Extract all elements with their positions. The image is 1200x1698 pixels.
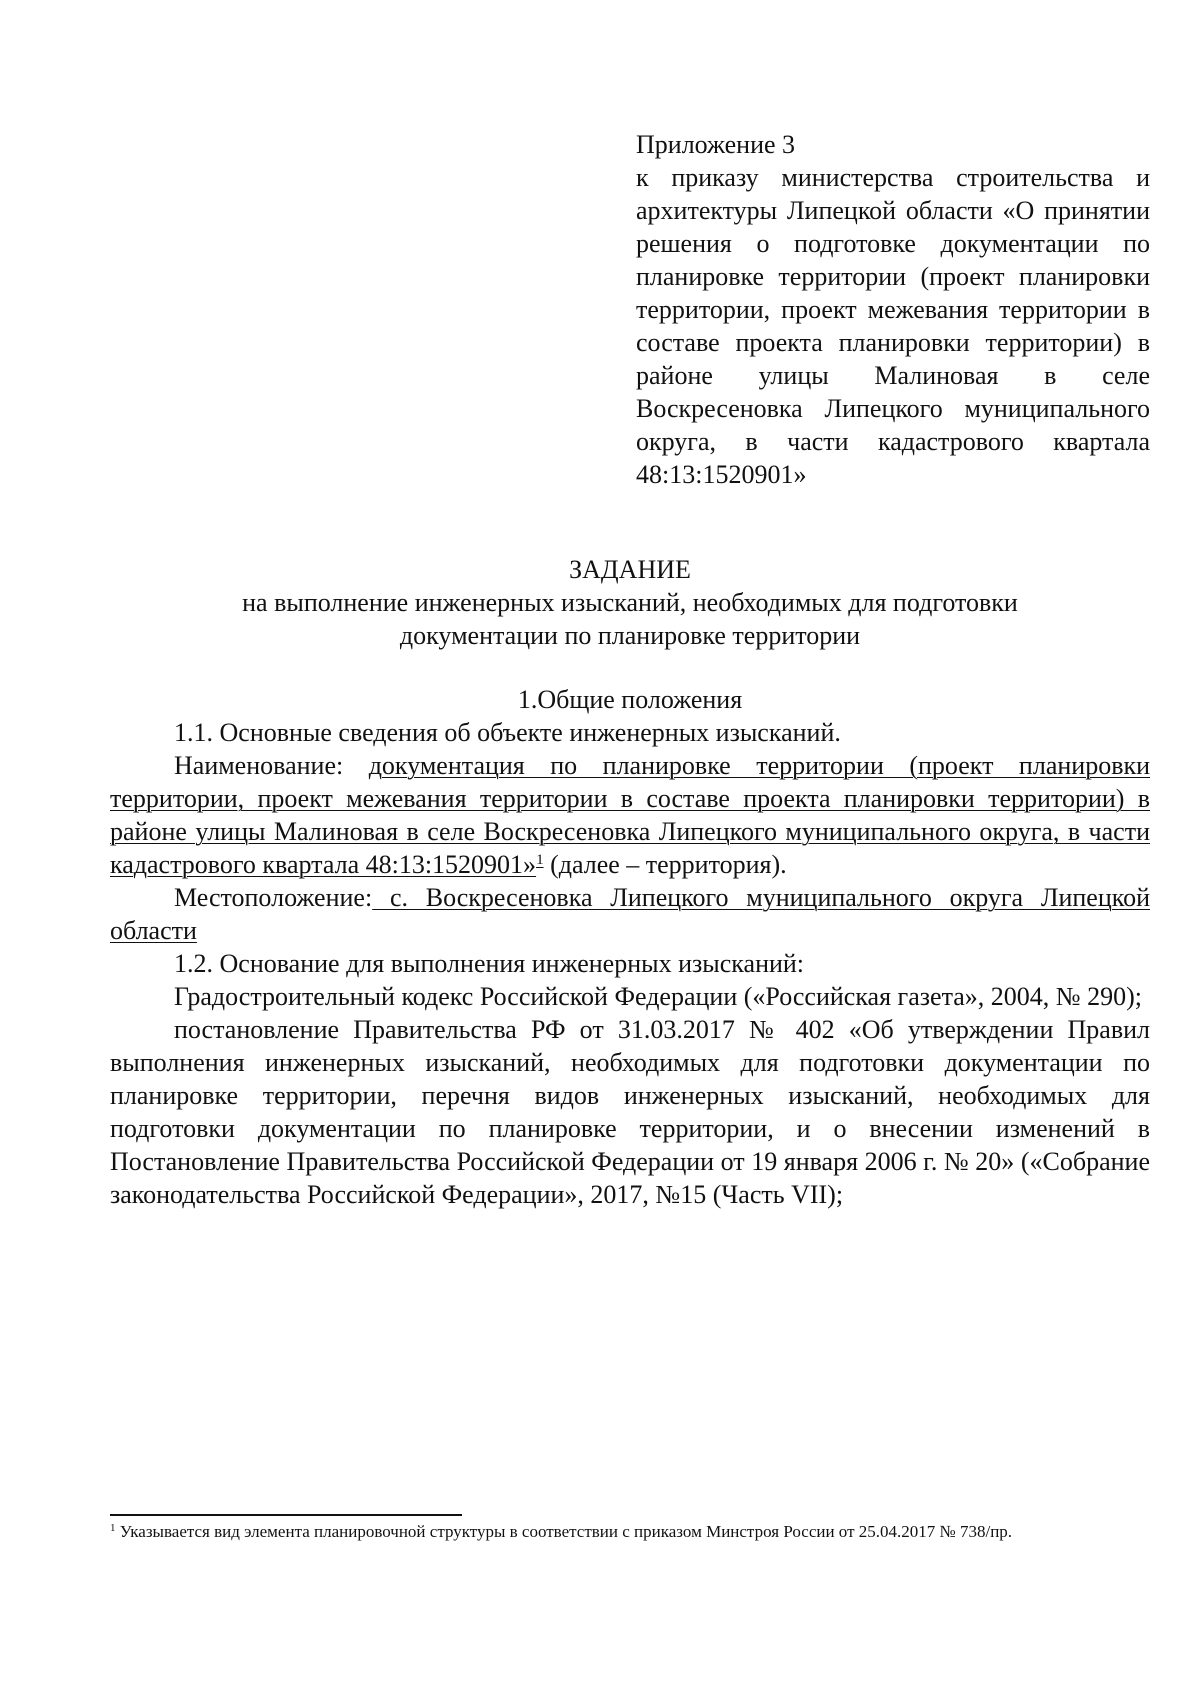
document-subtitle-line-2: документации по планировке территории [399,621,861,650]
document-heading [110,553,1150,652]
paragraph-1-1: 1.1. Основные сведения об объекте инженерных изысканий. [174,718,841,747]
document-body [110,683,1150,1211]
footnote-mark: 1 [110,1522,116,1534]
annex-text: к приказу министерства строительства и архитектуры Липецкой области «О принятии решения о подготовке документации по планировке территории (проект планировки территории, проект межевания территории в составе проекта планировки территории) в районе улицы Малиновая в селе Воскресеновка Липецкого муниципального округа, в части кадастрового квартала 48:13:1520901» [636,163,1150,489]
footnote [110,1521,1150,1543]
paragraph-location [110,881,1150,947]
section-title: 1.Общие положения [517,685,743,714]
location-value: с. Воскресеновка Липецкого муниципального округа Липецкой области [110,883,1150,945]
name-suffix: (далее – территория). [543,850,787,879]
paragraph-1-2: 1.2. Основание для выполнения инженерных изысканий: [174,949,805,978]
annex-header [636,128,1150,491]
paragraph-basis-2: постановление Правительства РФ от 31.03.2017 № 402 «Об утверждении Правил выполнения инженерных изысканий, необходимых для подготовки документации по планировке территории, перечня видов инженерных изысканий, необходимых для подготовки документации по планировке территории, и о внесении изменений в Постановление Правительства Российской Федерации от 19 января 2006 г. № 20» («Собрание законодательства Российской Федерации», 2017, №15 (Часть VII); [110,1015,1150,1209]
footnote-reference[interactable]: 1 [536,852,544,868]
paragraph-name [110,749,1150,881]
name-label: Наименование: [174,751,369,780]
footnote-separator [110,1514,462,1516]
footnote-text: Указывается вид элемента планировочной структуры в соответствии с приказом Минстроя России от 25.04.2017 № 738/пр. [115,1522,1013,1541]
location-label: Местоположение: [174,883,373,912]
name-value: документация по планировке территории (проект планировки территории, проект межевания территории в составе проекта планировки территории) в районе улицы Малиновая в селе Воскресеновка Липецкого муниципального округа, в части кадастрового квартала 48:13:1520901» [110,751,1151,879]
document-title: ЗАДАНИЕ [569,555,691,584]
document-subtitle-line-1: на выполнение инженерных изысканий, необходимых для подготовки [242,588,1018,617]
annex-title: Приложение 3 [636,130,796,159]
paragraph-basis-1: Градостроительный кодекс Российской Федерации («Российская газета», 2004, № 290); [174,982,1142,1011]
